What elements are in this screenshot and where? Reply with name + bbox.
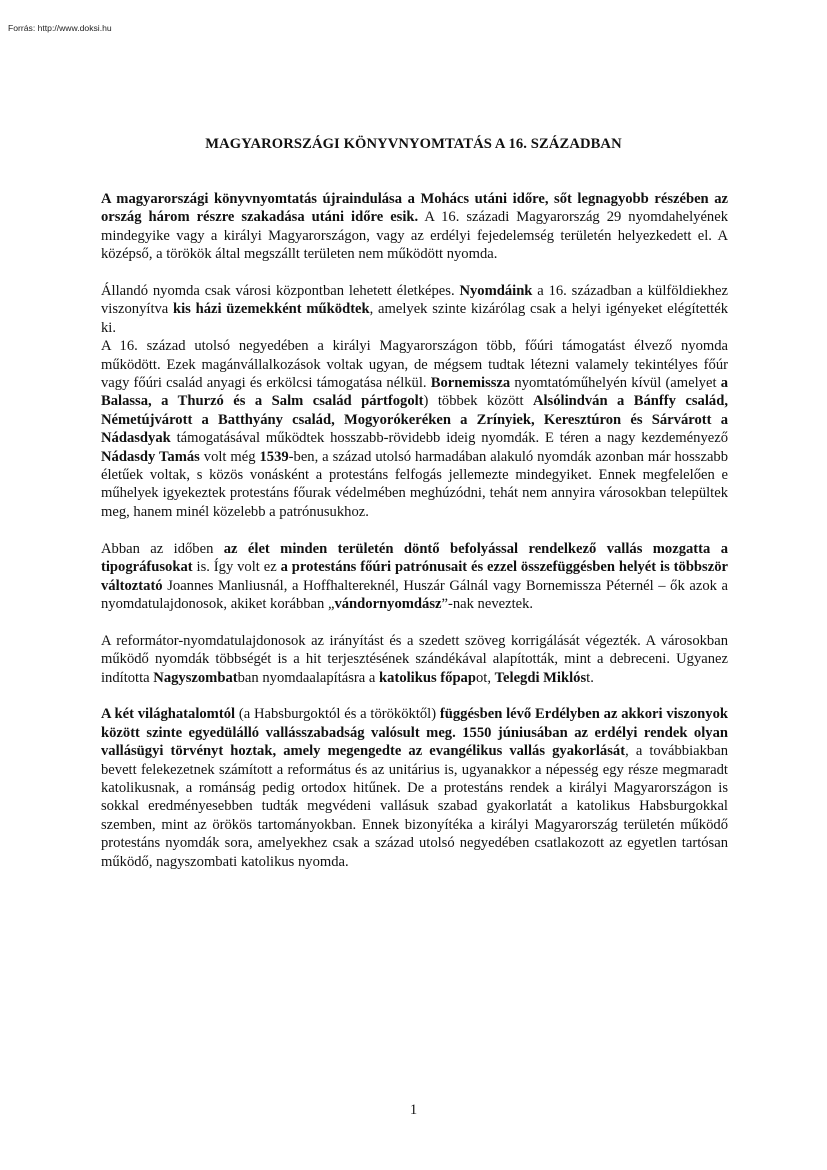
text-run: is. Így volt ez [192, 559, 281, 576]
text-run: , amelyek szinte kizárólag csak a helyi igényeket elégítették ki. [101, 301, 728, 336]
bold-text: kis házi üzemekként működtek [173, 301, 370, 318]
body-paragraph [101, 632, 728, 687]
bold-text: A magyarországi könyvnyomtatás újraindulása a Mohács utáni időre, sőt legnagyobb részében az ország három részre szakadása utáni időre esik. [101, 191, 728, 226]
text-run: a 16. században a külföldiekhez viszonyítva [101, 283, 728, 318]
text-run: Abban az időben [101, 540, 224, 557]
bold-text: függésben lévő Erdélyben az akkori viszonyok között szinte egyedülálló vallásszabadság valósult meg. 1550 júniusában az erdélyi rendek olyan vallásügyi törvényt hoztak, amely megengedte az evangélikus vallás gyakorlását [101, 706, 728, 760]
bold-text: Telegdi Miklós [494, 669, 587, 686]
source-url-label: Forrás: http://www.doksi.hu [8, 23, 112, 33]
text-run: -ben, a század utolsó harmadában alakuló nyomdák azonban már hosszabb életűek voltak, s közös vonásként a protestáns felfogás jellemezte mindegyiket. Ennek megfelelően e műhelyek igyekeztek protestáns főurak védelmében meghúzódni, tehát nem annyira városokban települtek meg, hanem minél közelebb a patrónusukhoz. [101, 448, 729, 520]
text-run: Joannes Manliusnál, a Hoffhaltereknél, Huszár Gálnál vagy Bornemissza Péternél – ők azok a nyomdatulajdonosok, akiket korábban „ [101, 577, 728, 612]
text-run: t. [586, 669, 594, 686]
text-run: A reformátor-nyomdatulajdonosok az irányítást és a szedett szöveg korrigálását végezték. A városokban működő nyomdák többségét is a hit terjesztésének szándékával alapították, mint a debreceni. Ugyanez indította [101, 632, 728, 686]
bold-text: a Balassa, a Thurzó és a Salm család pártfogolt [101, 375, 728, 410]
page-number: 1 [409, 1102, 418, 1118]
document-body [101, 190, 728, 871]
body-paragraph [101, 282, 728, 337]
text-run: , a továbbiakban bevett felekezetnek számított a református és az unitárius is, ugyanakkor a népesség egy része megmaradt katolikusnak, a románság pedig ortodox hitűnek. De a protestáns rendek a királyi Magyarországon is sokkal eredményesebben tudták megvédeni vallásuk szabad gyakorlatát a katolikus Habsburgokkal szemben, mint az örökös tartományokban. Ennek bizonyítéka a királyi Magyarország területén működő protestáns nyomdák sora, amelyekhez csak a század utolsó negyedében csatlakozott az egyetlen tartósan működő, nagyszombati katolikus nyomda. [101, 743, 728, 870]
text-run: ban nyomdaalapításra a [237, 669, 380, 686]
body-paragraph [101, 190, 728, 264]
bold-text: Nyomdáink [459, 283, 533, 300]
bold-text: Nádasdy Tamás [101, 448, 200, 465]
bold-text: Alsólindván a Bánffy család, Németújvárott a Batthyány család, Mogyorókeréken a Zrínyiek, Keresztúron és Sárvárott a Nádasdyak [101, 393, 728, 447]
text-run: nyomtatóműhelyén kívül (amelyet [510, 375, 721, 392]
text-run: támogatásával működtek hosszabb-rövidebb ideig nyomdák. E téren a nagy kezdeményező [170, 430, 728, 447]
bold-text: Bornemissza [430, 375, 511, 392]
text-run: ot, [475, 669, 495, 686]
text-run: volt még [199, 448, 260, 465]
bold-text: A két világhatalomtól [101, 706, 236, 723]
text-run: A 16. századi Magyarország 29 nyomdahelyének mindegyike vagy a királyi Magyarországon, vagy az erdélyi fejedelemség területén helyezkedett el. A középső, a törökök által megszállt területen nem működött nyomda. [101, 209, 728, 263]
page-title: MAGYARORSZÁGI KÖNYVNYOMTATÁS A 16. SZÁZADBAN [205, 136, 622, 152]
bold-text: Nagyszombat [153, 669, 238, 686]
bold-text: katolikus főpap [379, 669, 476, 686]
text-run: (a Habsburgoktól és a törököktől) [235, 706, 440, 723]
text-run: ) többek között [423, 393, 533, 410]
text-run: ”-nak neveztek. [441, 595, 534, 612]
text-run: A 16. század utolsó negyedében a királyi Magyarországon több, főúri támogatást élvező nyomda működött. Ezek magánvállalkozások voltak ugyan, de mégsem tudtak létezni valamely tekintélyes főúr vagy főúri család anyagi és erkölcsi támogatása nélkül. [101, 338, 728, 392]
text-run: Állandó nyomda csak városi központban lehetett életképes. [101, 283, 460, 300]
bold-text: a protestáns főúri patrónusait és ezzel összefüggésben helyét is többször változtató [101, 559, 728, 594]
body-paragraph [101, 540, 728, 614]
bold-text: vándornyomdász [334, 595, 442, 612]
body-paragraph [101, 705, 728, 871]
bold-text: 1539 [259, 448, 289, 465]
bold-text: az élet minden területén döntő befolyással rendelkező vallás mozgatta a tipográfusokat [101, 540, 728, 576]
body-paragraph [101, 337, 728, 521]
